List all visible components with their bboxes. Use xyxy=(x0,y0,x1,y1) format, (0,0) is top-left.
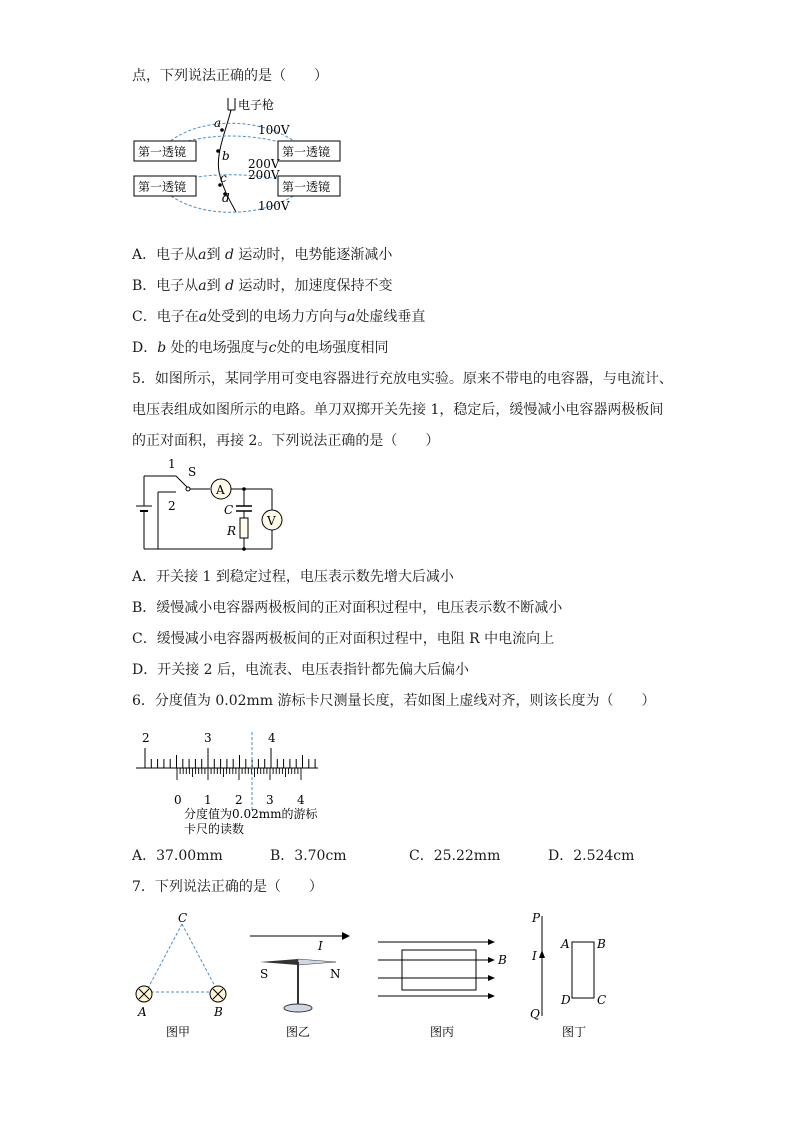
res-R: R xyxy=(227,524,237,538)
v-label-2: 200V xyxy=(248,157,280,171)
q7-fig-jia xyxy=(130,912,240,1042)
pt-b: b xyxy=(222,149,230,163)
q7-fig-yi xyxy=(246,912,356,1042)
v-label-1: 100V xyxy=(258,123,290,137)
q6-option-a: A．37.00mm xyxy=(132,848,223,864)
main-label-2: 2 xyxy=(142,731,150,745)
ding-Q: Q xyxy=(530,1007,540,1021)
v-label-3: 200V xyxy=(248,168,280,182)
q5-circuit xyxy=(130,457,290,554)
q7-fig-bing xyxy=(376,912,516,1042)
yi-N: N xyxy=(330,967,341,981)
main-label-4: 4 xyxy=(268,731,276,745)
sw-2: 2 xyxy=(168,499,176,513)
jia-caption: 图甲 xyxy=(166,1025,191,1039)
gun-label: 电子枪 xyxy=(238,98,275,112)
q5-option-b: B．缓慢减小电容器两极板间的正对面积过程中，电压表示数不断减小 xyxy=(132,600,563,616)
pt-c: c xyxy=(220,171,227,185)
jia-B: B xyxy=(214,1005,223,1019)
lens-tl: 第一透镜 xyxy=(138,145,187,159)
q4-option-a: A．电子从a到 d 运动时，电势能逐渐减小 xyxy=(132,247,393,263)
vern-label-1: 1 xyxy=(204,793,212,807)
main-label-3: 3 xyxy=(204,731,212,745)
voltmeter-V: V xyxy=(267,514,276,528)
lens-tr: 第一透镜 xyxy=(282,145,331,159)
vern-label-0: 0 xyxy=(174,793,182,807)
ding-D: D xyxy=(561,993,571,1007)
pt-a: a xyxy=(214,116,222,130)
bing-caption: 图丙 xyxy=(430,1025,455,1039)
q7-stem: 7．下列说法正确的是（ ） xyxy=(132,879,323,895)
q4-option-b: B．电子从a到 d 运动时，加速度保持不变 xyxy=(132,278,393,294)
q6-stem: 6．分度值为 0.02mm 游标卡尺测量长度，若如图上虚线对齐，则该长度为（ ） xyxy=(132,693,656,709)
ding-caption: 图丁 xyxy=(562,1025,587,1039)
jia-A: A xyxy=(138,1005,147,1019)
ammeter-A: A xyxy=(216,483,225,497)
yi-S: S xyxy=(260,967,269,981)
vern-label-4: 4 xyxy=(297,793,305,807)
q6-option-b: B．3.70cm xyxy=(270,848,347,864)
sw-S: S xyxy=(188,465,197,479)
q5-option-c: C．缓慢减小电容器两极板间的正对面积过程中，电阻 R 中电流向上 xyxy=(132,631,555,647)
pt-d: d xyxy=(222,191,230,205)
lens-br: 第一透镜 xyxy=(282,180,331,194)
v-label-4: 100V xyxy=(258,199,290,213)
lens-bl: 第一透镜 xyxy=(138,180,187,194)
yi-I: I xyxy=(318,939,323,953)
q5-stem-line2: 电压表组成如图所示的电路。单刀双掷开关先接 1，稳定后，缓慢减小电容器两极板间 xyxy=(132,402,664,418)
q5-option-a: A．开关接 1 到稳定过程，电压表示数先增大后减小 xyxy=(132,569,454,585)
q4-stem: 点，下列说法正确的是（ ） xyxy=(132,68,328,84)
cap-C: C xyxy=(224,503,234,517)
vern-label-3: 3 xyxy=(266,793,274,807)
ding-B: B xyxy=(597,937,606,951)
ding-A: A xyxy=(561,937,570,951)
q4-option-d: D．b 处的电场强度与c处的电场强度相同 xyxy=(132,340,389,356)
vernier-caption-1: 分度值为0.02mm的游标 xyxy=(184,807,318,821)
q6-option-d: D．2.524cm xyxy=(548,848,635,864)
ding-P: P xyxy=(532,911,541,925)
bing-B: B xyxy=(498,953,507,967)
ding-I: I xyxy=(532,949,537,963)
q5-option-d: D．开关接 2 后，电流表、电压表指针都先偏大后偏小 xyxy=(132,662,470,678)
q4-figure xyxy=(130,96,350,216)
jia-C: C xyxy=(178,911,188,925)
q6-vernier-figure xyxy=(132,724,332,840)
q7-fig-ding xyxy=(528,912,618,1042)
yi-caption: 图乙 xyxy=(286,1025,311,1039)
q4-option-c: C．电子在a处受到的电场力方向与a处虚线垂直 xyxy=(132,309,426,325)
ding-C: C xyxy=(597,993,607,1007)
q5-stem-line1: 5．如图所示，某同学用可变电容器进行充放电实验。原来不带电的电容器，与电流计、 xyxy=(132,371,673,387)
q6-option-c: C．25.22mm xyxy=(409,848,501,864)
sw-1: 1 xyxy=(168,457,176,471)
vern-label-2: 2 xyxy=(235,793,243,807)
vernier-caption-2: 卡尺的读数 xyxy=(184,822,245,836)
q5-stem-line3: 的正对面积，再接 2。下列说法正确的是（ ） xyxy=(132,433,440,449)
